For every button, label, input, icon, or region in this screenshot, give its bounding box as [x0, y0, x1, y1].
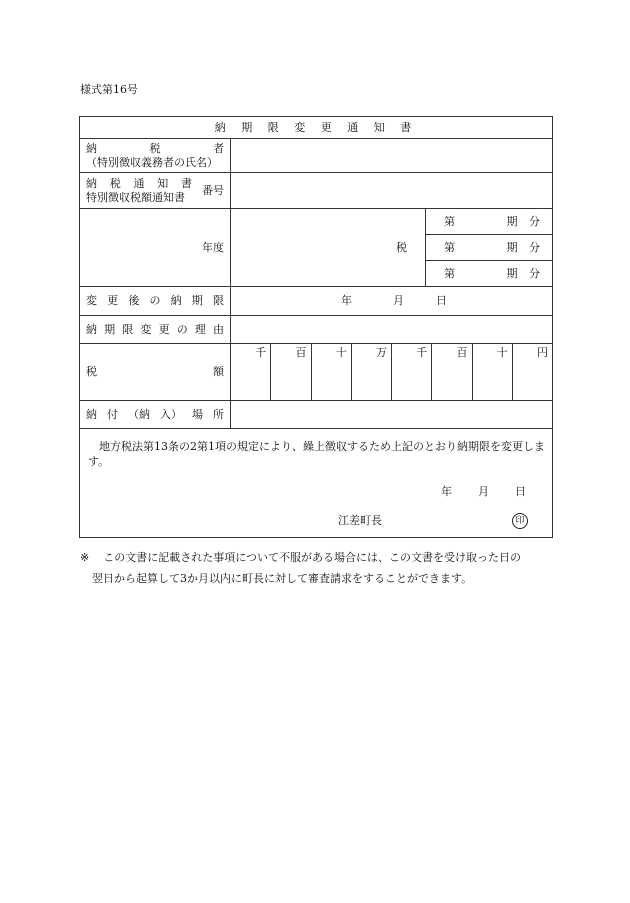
notice-number-field[interactable] [231, 173, 553, 209]
tax-type-label: 税 [231, 209, 426, 287]
note-mark: ※ [80, 551, 90, 564]
number-suffix: 番号 [202, 183, 224, 197]
taxpayer-sublabel: （特別徴収義務者の氏名） [86, 155, 218, 169]
digit-cell: 百 [271, 344, 311, 400]
digit-cell: 万 [352, 344, 392, 400]
digit-cell: 十 [473, 344, 513, 400]
digit-cell: 千 [231, 344, 271, 400]
new-due-date-field[interactable]: 年 月 日 [231, 287, 553, 316]
new-due-date-label: 変 更 後 の 納 期 限 [80, 287, 231, 316]
tax-amount-label: 税 額 [80, 344, 231, 401]
issue-date: 年 月 日 [441, 485, 526, 498]
taxpayer-label: 納 税 者 （特別徴収義務者の氏名） [80, 139, 231, 173]
payment-place-label: 納 付 （納 入） 場 所 [80, 401, 231, 429]
fiscal-year-label: 年度 [80, 209, 231, 287]
period-row[interactable]: 第 期 分 [426, 235, 552, 261]
issuer-name: 江差町長 [338, 514, 382, 527]
digit-cell: 百 [432, 344, 472, 400]
taxpayer-name-field[interactable] [231, 139, 553, 173]
period-cells [426, 209, 553, 287]
digit-cell: 十 [312, 344, 352, 400]
notice-body [80, 429, 553, 538]
notice-form-table [79, 116, 553, 538]
appeal-note: ※ この文書に記載された事項について不服がある場合には、この文書を受け取った日の 翌日から起算して3か月以内に町長に対して審査請求をすることができます。 [80, 551, 521, 585]
seal-mark: 印 [512, 513, 528, 529]
form-number: 様式第16号 [80, 83, 138, 96]
reason-field[interactable] [231, 316, 553, 344]
tax-amount-field[interactable] [231, 344, 553, 401]
form-title: 納 期 限 変 更 通 知 書 [80, 117, 553, 139]
period-row[interactable]: 第 期 分 [426, 209, 552, 235]
payment-place-field[interactable] [231, 401, 553, 429]
body-text: 地方税法第13条の2第1項の規定により、繰上徴収するため上記のとおり納期限を変更します。 [88, 440, 545, 468]
notice-number-label: 納 税 通 知 書 特別徴収税額通知書 番号 [80, 173, 231, 209]
digit-cell: 円 [537, 346, 548, 359]
digit-cell: 千 [392, 344, 432, 400]
period-row[interactable]: 第 期 分 [444, 266, 544, 280]
reason-label: 納 期 限 変 更 の 理 由 [80, 316, 231, 344]
